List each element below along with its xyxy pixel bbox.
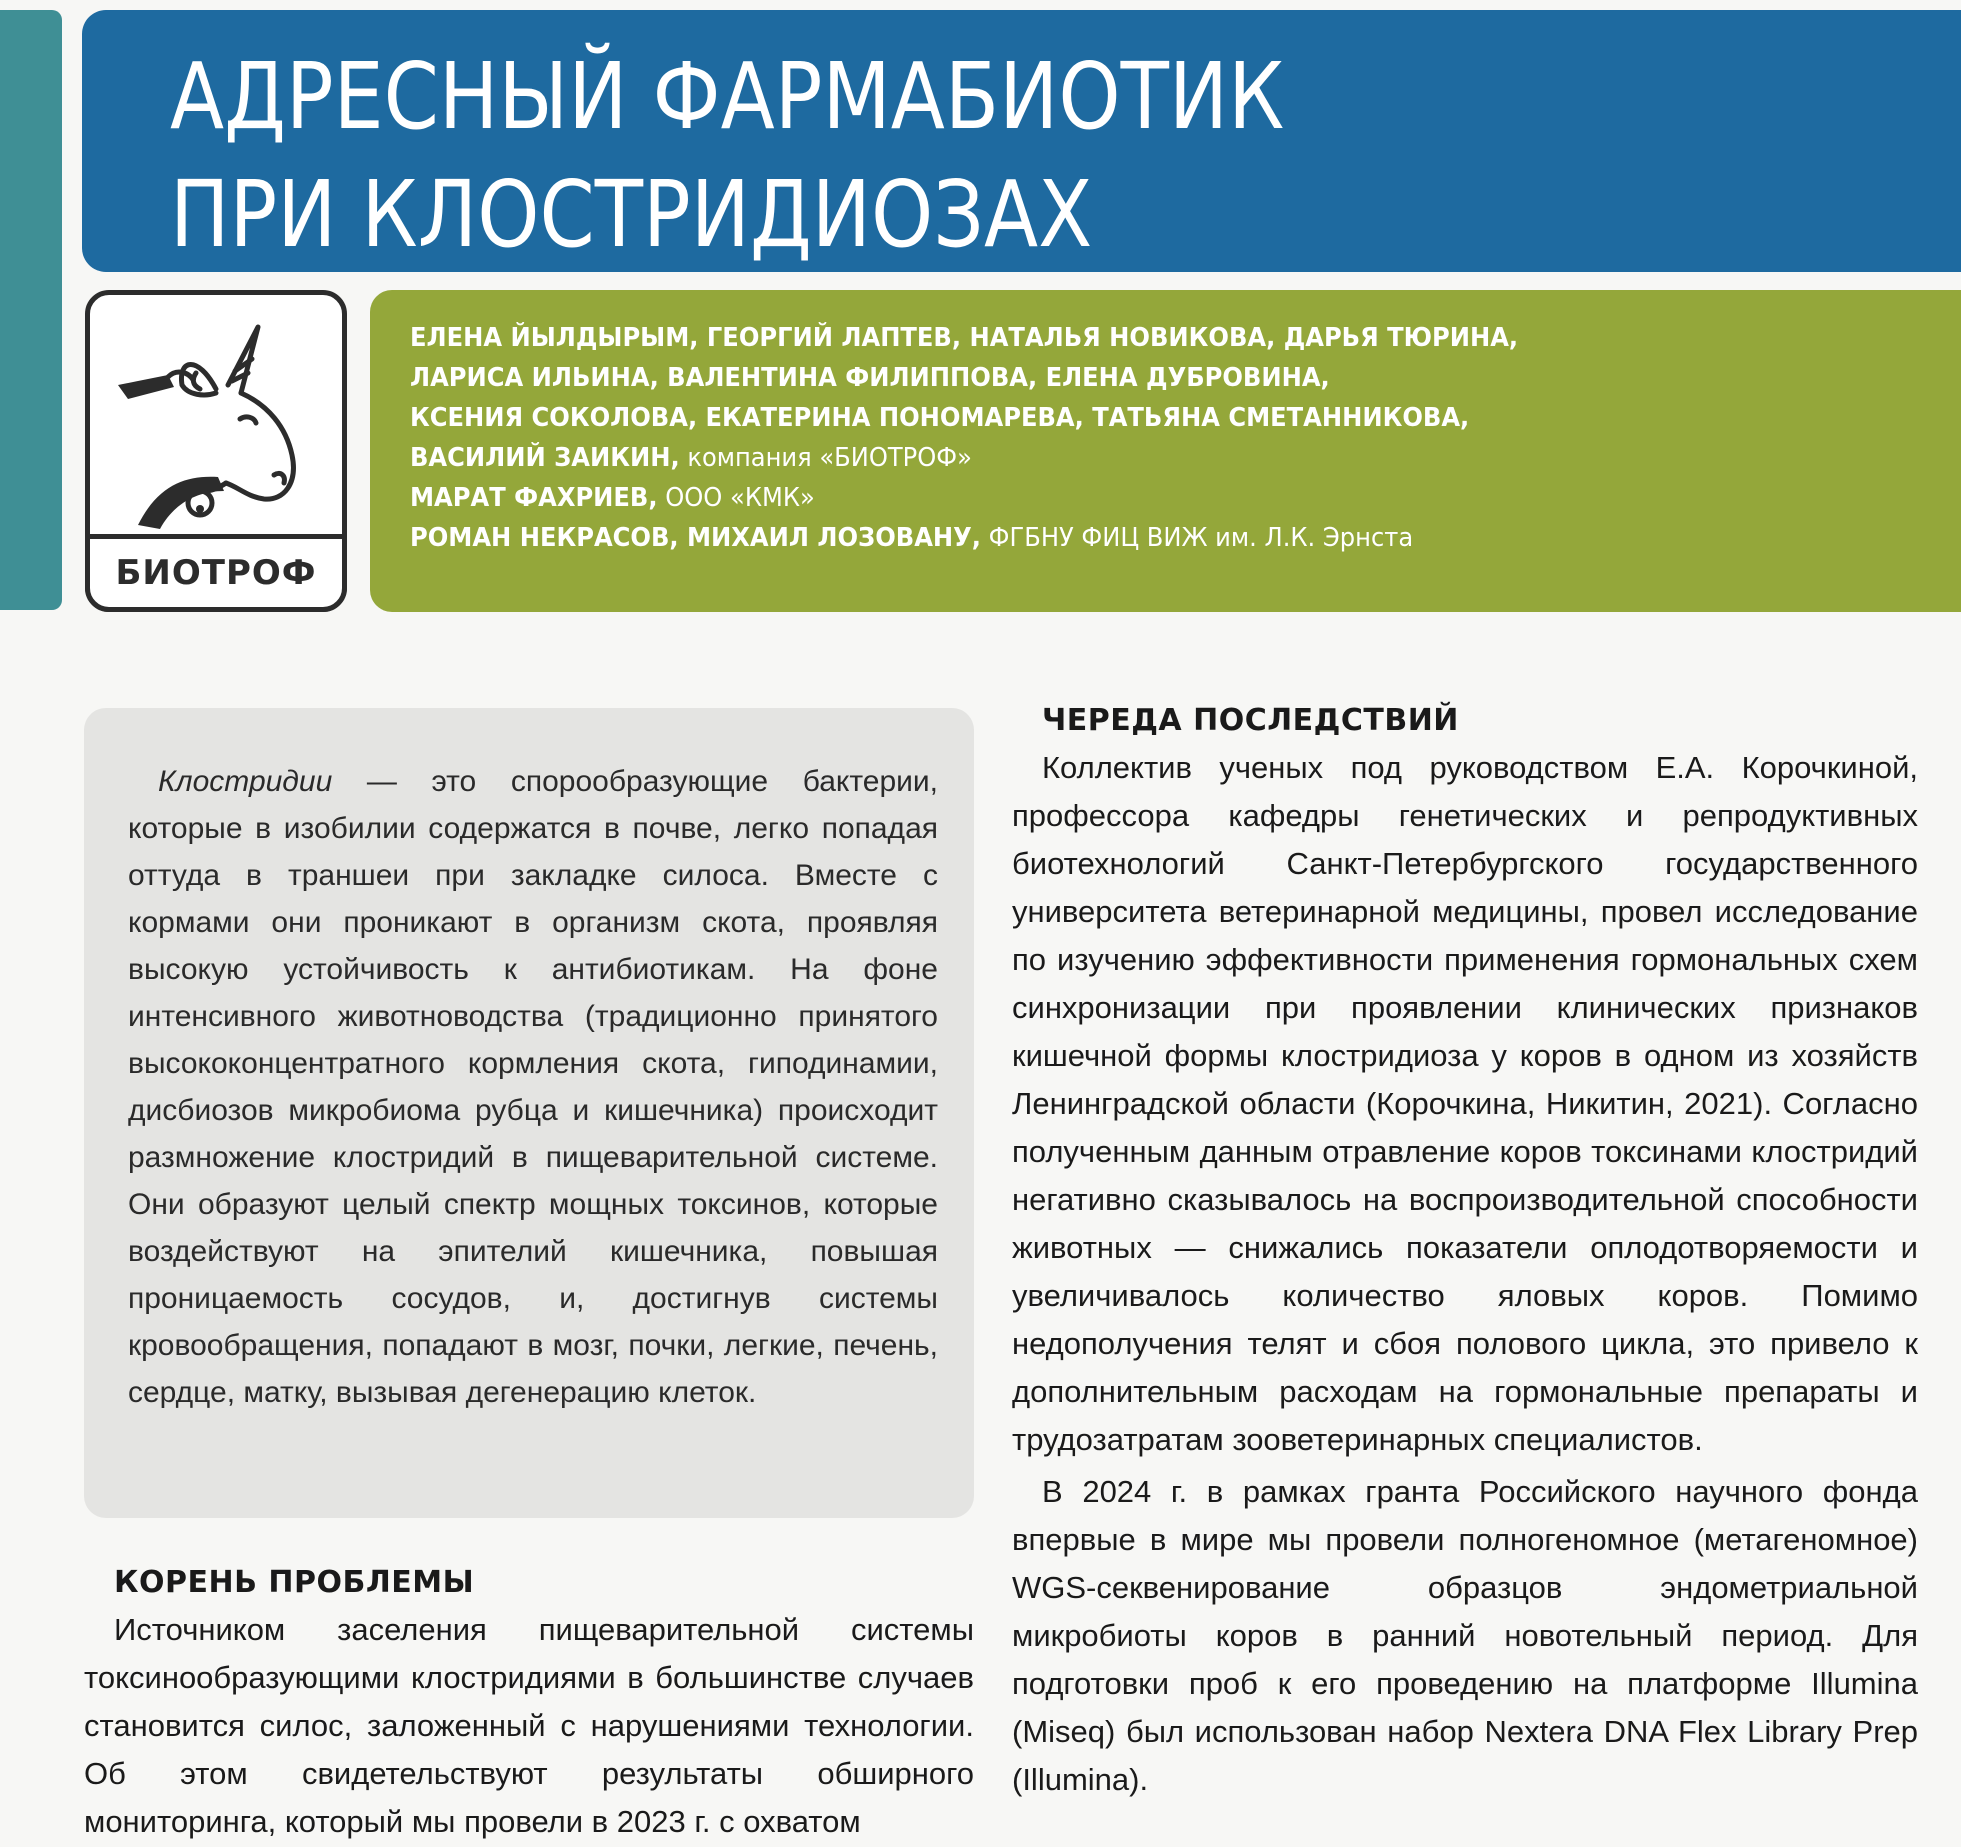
paragraph: В 2024 г. в рамках гранта Российского научного фонда впервые в мире мы провели полногеномное (метагеномное) WGS-секвенирование образцов эндометриальной микробиоты коров в ранний новотельный период. Для подготовки проб к его проведению на платформе Illumina (Miseq) был использован набор Nextera DNA Flex Library Prep (Illumina). — [1012, 1474, 1918, 1797]
unicorn-cow-icon — [108, 315, 328, 535]
author-affiliation: ФГБНУ ФИЦ ВИЖ им. Л.К. Эрнста — [988, 523, 1414, 553]
paragraph: Коллектив ученых под руководством Е.А. Корочкиной, профессора кафедры генетических и репродуктивных биотехнологий Санкт-Петербургского государственного университета ветеринарной медицины, провел исследование по изучению эффективности применения гормональных схем синхронизации при проявлении клинических признаков кишечной формы клостридиоза у коров в одном из хозяйств Ленинградской области (Корочкина, Никитин, 2021). Согласно полученным данным отравление коров токсинами клостридий негативно сказывалось на воспроизводительной способности животных — снижались показатели оплодотворяемости и увеличивалось количество яловых коров. Помимо недополучения телят и сбоя полового цикла, это привело к дополнительным расходам на гормональные препараты и трудозатратам зооветеринарных специалистов. — [1012, 750, 1918, 1457]
right-column — [1012, 698, 1918, 1804]
author-line — [410, 318, 1852, 358]
author-affiliation: компания «БИОТРОФ» — [687, 443, 972, 473]
author-names: ЕЛЕНА ЙЫЛДЫРЫМ, ГЕОРГИЙ ЛАПТЕВ, НАТАЛЬЯ НОВИКОВА, ДАРЬЯ ТЮРИНА, — [410, 323, 1519, 353]
paragraph: Источником заселения пищеварительной системы токсинообразующими клостридиями в большинстве случаев становится силос, заложенный с нарушениями технологии. Об этом свидетельствуют результаты обширного мониторинга, который мы провели в 2023 г. с охватом — [84, 1612, 974, 1839]
edge-strip — [0, 10, 62, 610]
author-line — [410, 438, 1852, 478]
author-names: РОМАН НЕКРАСОВ, МИХАИЛ ЛОЗОВАНУ, — [410, 523, 981, 553]
intro-paragraph — [128, 758, 938, 1416]
biotrof-logo — [85, 290, 347, 612]
author-names: ЛАРИСА ИЛЬИНА, ВАЛЕНТИНА ФИЛИППОВА, ЕЛЕНА ДУБРОВИНА, — [410, 363, 1330, 393]
logo-label: БИОТРОФ — [85, 534, 347, 612]
author-names: МАРАТ ФАХРИЕВ, — [410, 483, 658, 513]
intro-body: — это спорообразующие бактерии, которые в изобилии содержатся в почве, легко попадая оттуда в траншеи при закладке силоса. Вместе с кормами они проникают в организм скота, проявляя высокую устойчивость к антибиотикам. На фоне интенсивного животноводства (традиционно принятого высококонцентратного кормления скота, гиподинамии, дисбиозов микробиома рубца и кишечника) происходит размножение клостридий в пищеварительной системе. Они образуют целый спектр мощных токсинов, которые воздействуют на эпителий кишечника, повышая проницаемость сосудов, и, достигнув системы кровообращения, попадают в мозг, почки, легкие, печень, сердце, матку, вызывая дегенерацию клеток. — [128, 765, 938, 1409]
author-names: КСЕНИЯ СОКОЛОВА, ЕКАТЕРИНА ПОНОМАРЕВА, ТАТЬЯНА СМЕТАННИКОВА, — [410, 403, 1470, 433]
intro-box — [84, 708, 974, 1518]
article-title — [170, 38, 1284, 274]
author-line — [410, 358, 1852, 398]
author-names: ВАСИЛИЙ ЗАИКИН, — [410, 443, 680, 473]
left-column — [84, 1560, 974, 1846]
authors-band — [370, 290, 1961, 612]
title-line-2: ПРИ КЛОСТРИДИОЗАХ — [170, 161, 1093, 268]
author-line — [410, 398, 1852, 438]
section-heading-consequences: ЧЕРЕДА ПОСЛЕДСТВИЙ — [1042, 703, 1459, 738]
section-heading-root: КОРЕНЬ ПРОБЛЕМЫ — [114, 1565, 475, 1600]
author-affiliation: ООО «КМК» — [665, 483, 815, 513]
intro-lead: Клостридии — [158, 765, 333, 798]
title-banner — [82, 10, 1961, 272]
author-line — [410, 518, 1852, 558]
title-line-1: АДРЕСНЫЙ ФАРМАБИОТИК — [170, 43, 1285, 150]
author-line — [410, 478, 1852, 518]
